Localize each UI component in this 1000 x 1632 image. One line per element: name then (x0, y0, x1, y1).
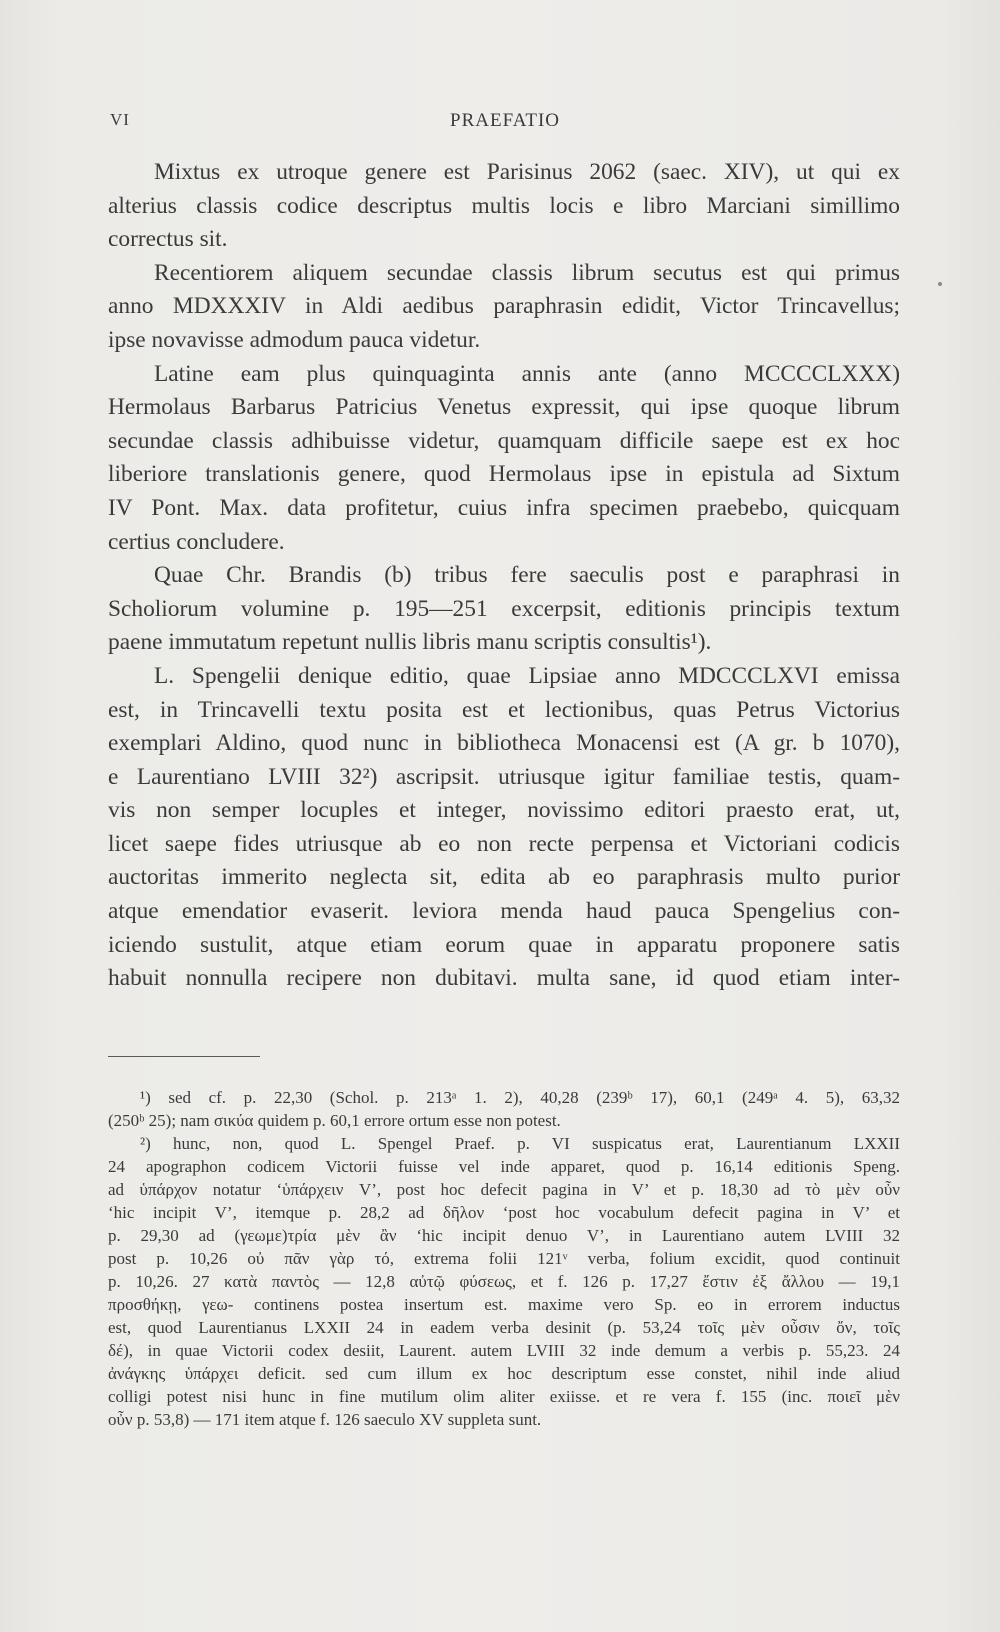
body-line: Hermolaus Barbarus Patricius Venetus expressit, qui ipse quoque librum (108, 394, 900, 421)
footnote-line: ¹) sed cf. p. 22,30 (Schol. p. 213ᵃ 1. 2), 40,28 (239ᵇ 17), 60,1 (249ᵃ 4. 5), 63,32 (140, 1088, 900, 1107)
body-line: Quae Chr. Brandis (b) tribus fere saeculis post e paraphrasi in (154, 562, 900, 589)
body-line: liberiore translationis genere, quod Hermolaus ipse in epistula ad Sixtum (108, 461, 900, 488)
footnote-line: est, quod Laurentianus LXXII 24 in eadem verba desinit (p. 53,24 τοῖς μὲν οὖσιν ὄν, τοῖς (108, 1318, 900, 1337)
running-head (110, 110, 900, 134)
body-line: paene immutatum repetunt nullis libris manu scriptis consultis¹). (108, 629, 712, 656)
footnote-line: οὖν p. 53,8) — 171 item atque f. 126 saeculo XV suppleta sunt. (108, 1410, 542, 1429)
footnote-separator (108, 1056, 260, 1057)
footnote-line: προσθήκῃ, γεω- continens postea insertum est. maxime vero Sp. eo in errorem inductus (108, 1295, 900, 1314)
body-line: IV Pont. Max. data profitetur, cuius infra specimen praebebo, quicquam (108, 494, 900, 521)
footnote-line: p. 10,26. 27 κατὰ παντὸς — 12,8 αὐτῷ φύσεως, et f. 126 p. 17,27 ἔστιν ἐξ ἄλλου — 19,1 (108, 1272, 900, 1291)
body-line: correctus sit. (108, 226, 228, 253)
body-line: est, in Trincavelli textu posita est et lectionibus, quas Petrus Victorius (108, 696, 900, 723)
footnote-line: post p. 10,26 οὐ πᾶν γὰρ τό, extrema folii 121ᵛ verba, folium excidit, quod continuit (108, 1249, 900, 1268)
body-line: e Laurentiano LVIII 32²) ascripsit. utriusque igitur familiae testis, quam- (108, 763, 900, 790)
body-line: vis non semper locuples et integer, novissimo editori praesto erat, ut, (108, 797, 900, 824)
page-number: VI (110, 110, 130, 129)
body-line: Recentiorem aliquem secundae classis librum secutus est qui primus (154, 259, 900, 286)
body-line: L. Spengelii denique editio, quae Lipsiae anno MDCCCLXVI emissa (154, 662, 900, 689)
footnote-line: colligi potest nisi hunc in fine mutilum olim aliter exiisse. et re vera f. 155 (inc. ποιεῖ μὲν (108, 1387, 900, 1406)
footnote-line: δέ), in quae Victorii codex desiit, Laurent. autem LVIII 32 inde demum a verbis p. 55,23. 24 (108, 1341, 900, 1360)
body-line: Scholiorum volumine p. 195—251 excerpsit, editionis principis textum (108, 595, 900, 622)
footnote-line: 24 apographon codicem Victorii fuisse vel inde apparet, quod p. 16,14 editionis Speng. (108, 1157, 900, 1176)
body-line: habuit nonnulla recipere non dubitavi. multa sane, id quod etiam inter- (108, 965, 900, 992)
running-title: PRAEFATIO (450, 110, 560, 131)
body-line: auctoritas immerito neglecta sit, edita ab eo paraphrasis multo purior (108, 864, 900, 891)
body-line: atque emendatior evaserit. leviora menda haud pauca Spengelius con- (108, 898, 900, 925)
body-line: licet saepe fides utriusque ab eo non recte perpensa et Victoriani codicis (108, 830, 900, 857)
body-line: iciendo sustulit, atque etiam eorum quae in apparatu proponere satis (108, 931, 900, 958)
footnote-line: (250ᵇ 25); nam σικύα quidem p. 60,1 errore ortum esse non potest. (108, 1111, 561, 1130)
footnote-line: ‘hic incipit V’, itemque p. 28,2 ad δῆλον ‘post hoc vocabulum defecit pagina in V’ et (108, 1203, 900, 1222)
footnote-line: ad ὑπάρχον notatur ‘ὑπάρχειν V’, post hoc defecit pagina in V’ et p. 18,30 ad τὸ μὲν οὖν (108, 1180, 900, 1199)
footnotes (108, 1086, 900, 1431)
footnote-line: p. 29,30 ad (γεωμε)τρία μὲν ἂν ‘hic incipit denuo V’, in Laurentiano autem LVIII 32 (108, 1226, 900, 1245)
paper-speck (938, 282, 942, 286)
footnote-line: ²) hunc, non, quod L. Spengel Praef. p. VI suspicatus erat, Laurentianum LXXII (140, 1134, 900, 1153)
body-line: Latine eam plus quinquaginta annis ante (anno MCCCCLXXX) (154, 360, 900, 387)
body-line: secundae classis adhibuisse videtur, quamquam difficile saepe est ex hoc (108, 427, 900, 454)
body-text (108, 156, 900, 996)
body-line: alterius classis codice descriptus multis locis e libro Marciani simillimo (108, 192, 900, 219)
body-line: exemplari Aldino, quod nunc in bibliotheca Monacensi est (A gr. b 1070), (108, 730, 900, 757)
body-line: anno MDXXXIV in Aldi aedibus paraphrasin edidit, Victor Trincavellus; (108, 293, 900, 320)
body-line: Mixtus ex utroque genere est Parisinus 2062 (saec. XIV), ut qui ex (154, 159, 900, 185)
footnote-line: ἀνάγκης ὑπάρχει deficit. sed cum illum ex hoc descriptum esse constet, nihil inde aliud (108, 1364, 900, 1383)
body-line: ipse novavisse admodum pauca videtur. (108, 326, 481, 353)
body-line: certius concludere. (108, 528, 285, 555)
